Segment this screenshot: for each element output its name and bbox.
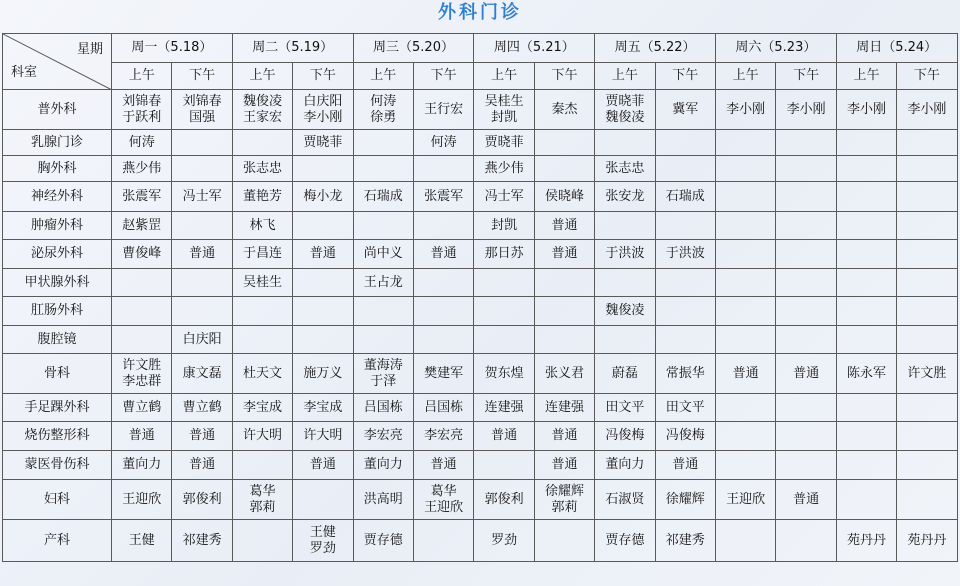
half-day-header: 下午: [293, 63, 353, 90]
schedule-cell: 普通: [293, 451, 353, 480]
doctor-name: 封凯: [491, 109, 518, 125]
schedule-cell: [655, 156, 715, 182]
schedule-cell: 普通: [776, 354, 836, 394]
doctor-name: 魏俊凌: [605, 109, 645, 125]
doctor-name: 刘锦春: [122, 93, 162, 109]
day-header: 周二（5.19）: [232, 34, 353, 63]
schedule-cell: [293, 212, 353, 240]
schedule-cell: 苑丹丹: [836, 520, 896, 562]
schedule-cell: 陈永军: [836, 354, 896, 394]
schedule-cell: 李小刚: [715, 90, 775, 130]
doctor-name: 刘锦春: [182, 93, 222, 109]
schedule-row: [3, 354, 958, 394]
schedule-cell: 王健: [112, 520, 172, 562]
schedule-cell: 石瑞成: [655, 182, 715, 212]
schedule-row: [3, 297, 958, 326]
department-cell: 烧伤整形科: [3, 422, 112, 451]
schedule-cell: 普通: [112, 422, 172, 451]
schedule-cell: 冯俊梅: [595, 422, 655, 451]
schedule-cell: 董艳芳: [232, 182, 292, 212]
schedule-row: [3, 480, 958, 520]
doctor-name: 王健: [309, 524, 336, 540]
schedule-cell: [353, 297, 413, 326]
department-cell: 肛肠外科: [3, 297, 112, 326]
department-cell: 泌尿外科: [3, 240, 112, 269]
schedule-cell: 普通: [172, 240, 232, 269]
page-title: 外科门诊: [438, 2, 522, 23]
day-header: 周三（5.20）: [353, 34, 474, 63]
schedule-row: [3, 394, 958, 422]
schedule-cell: [293, 480, 353, 520]
schedule-row: [3, 422, 958, 451]
schedule-cell: [776, 212, 836, 240]
schedule-cell: 普通: [293, 240, 353, 269]
schedule-cell: [776, 394, 836, 422]
schedule-cell: 冯士军: [172, 182, 232, 212]
schedule-row: [3, 451, 958, 480]
schedule-cell: [172, 269, 232, 297]
doctor-name: 李小刚: [303, 109, 343, 125]
schedule-row: [3, 90, 958, 130]
doctor-name: 郭莉: [551, 499, 578, 515]
schedule-row: [3, 212, 958, 240]
schedule-cell: 贾晓菲: [474, 130, 534, 156]
half-day-header: 下午: [776, 63, 836, 90]
schedule-cell: 冀军: [655, 90, 715, 130]
schedule-cell: [715, 326, 775, 354]
schedule-cell: [836, 130, 896, 156]
schedule-cell: [534, 297, 594, 326]
schedule-cell: 康文磊: [172, 354, 232, 394]
schedule-cell: 石淑贤: [595, 480, 655, 520]
schedule-cell: [897, 451, 957, 480]
department-cell: 产科: [3, 520, 112, 562]
schedule-cell: 普通: [534, 212, 594, 240]
doctor-name: 于跃利: [122, 109, 162, 125]
schedule-cell: [715, 394, 775, 422]
schedule-cell: [474, 297, 534, 326]
department-cell: 神经外科: [3, 182, 112, 212]
schedule-cell: 郭俊利: [172, 480, 232, 520]
doctor-name: 董海涛: [363, 357, 403, 373]
schedule-cell: 施万义: [293, 354, 353, 394]
schedule-cell: [474, 326, 534, 354]
schedule-cell: 冯士军: [474, 182, 534, 212]
schedule-cell: [776, 326, 836, 354]
day-header: 周五（5.22）: [595, 34, 716, 63]
schedule-cell: [112, 269, 172, 297]
schedule-cell: 冯俊梅: [655, 422, 715, 451]
schedule-cell: 徐耀辉: [655, 480, 715, 520]
schedule-row: [3, 520, 958, 562]
schedule-cell: 普通: [534, 240, 594, 269]
schedule-cell: 曹立鹤: [112, 394, 172, 422]
half-day-header: 上午: [715, 63, 775, 90]
schedule-cell: [715, 297, 775, 326]
schedule-cell: 何涛: [112, 130, 172, 156]
schedule-cell: [172, 297, 232, 326]
schedule-cell: [353, 326, 413, 354]
schedule-cell: 普通: [715, 354, 775, 394]
schedule-cell: [715, 269, 775, 297]
schedule-cell: 魏俊凌: [595, 297, 655, 326]
half-day-header: 上午: [595, 63, 655, 90]
half-day-header: 下午: [897, 63, 957, 90]
schedule-cell: 燕少伟: [474, 156, 534, 182]
schedule-cell: 普通: [655, 451, 715, 480]
header-days-row: [3, 34, 958, 63]
schedule-cell: 普通: [534, 451, 594, 480]
schedule-cell: 普通: [474, 422, 534, 451]
schedule-cell: [232, 297, 292, 326]
schedule-cell: [413, 297, 473, 326]
schedule-cell: [776, 297, 836, 326]
schedule-row: [3, 156, 958, 182]
schedule-cell: [655, 269, 715, 297]
schedule-cell: [836, 480, 896, 520]
schedule-cell: 贾存德: [353, 520, 413, 562]
schedule-cell: [353, 354, 413, 394]
schedule-cell: 张震军: [112, 182, 172, 212]
department-cell: 蒙医骨伤科: [3, 451, 112, 480]
day-header: 周一（5.18）: [112, 34, 233, 63]
schedule-cell: [836, 394, 896, 422]
schedule-cell: [293, 520, 353, 562]
schedule-cell: 田文平: [595, 394, 655, 422]
half-day-header: 上午: [474, 63, 534, 90]
schedule-cell: 杜天文: [232, 354, 292, 394]
schedule-cell: [836, 451, 896, 480]
schedule-cell: 张志忠: [232, 156, 292, 182]
department-cell: 胸外科: [3, 156, 112, 182]
schedule-cell: [897, 326, 957, 354]
doctor-name: 罗劲: [309, 540, 336, 556]
schedule-cell: 贾晓菲: [293, 130, 353, 156]
schedule-cell: [534, 480, 594, 520]
schedule-cell: [776, 182, 836, 212]
corner-header-cell: [3, 34, 112, 90]
schedule-cell: 许文胜: [897, 354, 957, 394]
schedule-cell: [836, 240, 896, 269]
schedule-cell: [776, 269, 836, 297]
schedule-cell: [112, 297, 172, 326]
schedule-cell: [776, 130, 836, 156]
half-day-header: 下午: [172, 63, 232, 90]
schedule-cell: 王占龙: [353, 269, 413, 297]
schedule-cell: 尚中义: [353, 240, 413, 269]
schedule-cell: [534, 156, 594, 182]
schedule-cell: [232, 480, 292, 520]
schedule-cell: 普通: [413, 240, 473, 269]
doctor-name: 许文胜: [122, 357, 162, 373]
schedule-cell: 燕少伟: [112, 156, 172, 182]
schedule-cell: 王行宏: [413, 90, 473, 130]
schedule-cell: 于洪波: [655, 240, 715, 269]
schedule-cell: [172, 212, 232, 240]
schedule-cell: 樊建军: [413, 354, 473, 394]
schedule-cell: 普通: [776, 480, 836, 520]
schedule-cell: [353, 130, 413, 156]
schedule-cell: [836, 156, 896, 182]
schedule-cell: [474, 269, 534, 297]
schedule-cell: [353, 212, 413, 240]
schedule-cell: [595, 90, 655, 130]
schedule-cell: [897, 422, 957, 451]
department-cell: 乳腺门诊: [3, 130, 112, 156]
department-cell: 肿瘤外科: [3, 212, 112, 240]
doctor-name: 王迎欣: [424, 499, 464, 515]
schedule-cell: [655, 212, 715, 240]
schedule-cell: 罗劲: [474, 520, 534, 562]
schedule-cell: [172, 90, 232, 130]
schedule-cell: [112, 90, 172, 130]
half-day-header: 上午: [353, 63, 413, 90]
doctor-name: 葛华: [249, 483, 276, 499]
schedule-cell: 李小刚: [776, 90, 836, 130]
schedule-cell: 李宏亮: [413, 422, 473, 451]
schedule-cell: 董向力: [595, 451, 655, 480]
schedule-cell: [112, 326, 172, 354]
schedule-cell: 普通: [413, 451, 473, 480]
schedule-cell: 李宝成: [293, 394, 353, 422]
schedule-cell: 常振华: [655, 354, 715, 394]
doctor-name: 于泽: [370, 373, 397, 389]
schedule-row: [3, 130, 958, 156]
schedule-cell: [836, 297, 896, 326]
schedule-cell: [897, 269, 957, 297]
schedule-cell: [897, 182, 957, 212]
schedule-cell: 洪高明: [353, 480, 413, 520]
schedule-cell: [595, 326, 655, 354]
schedule-cell: 梅小龙: [293, 182, 353, 212]
schedule-cell: [413, 520, 473, 562]
department-label: 科室: [11, 65, 38, 80]
schedule-cell: [112, 354, 172, 394]
schedule-cell: 曹俊峰: [112, 240, 172, 269]
schedule-cell: [232, 130, 292, 156]
doctor-name: 吴桂生: [484, 93, 524, 109]
schedule-cell: [776, 240, 836, 269]
schedule-cell: [595, 212, 655, 240]
department-cell: 手足踝外科: [3, 394, 112, 422]
day-header: 周四（5.21）: [474, 34, 595, 63]
schedule-cell: 曹立鹤: [172, 394, 232, 422]
half-day-header: 下午: [413, 63, 473, 90]
schedule-cell: [836, 212, 896, 240]
doctor-name: 魏俊凌: [242, 93, 282, 109]
week-label: 星期: [76, 42, 103, 57]
schedule-cell: 吕国栋: [353, 394, 413, 422]
schedule-table: [2, 33, 958, 562]
header-halves-row: [3, 63, 958, 90]
schedule-cell: 连建强: [534, 394, 594, 422]
schedule-cell: 林飞: [232, 212, 292, 240]
department-cell: 腹腔镜: [3, 326, 112, 354]
schedule-cell: 普通: [534, 422, 594, 451]
schedule-cell: 董向力: [112, 451, 172, 480]
schedule-cell: 普通: [172, 451, 232, 480]
doctor-name: 李忠群: [122, 373, 162, 389]
schedule-row: [3, 269, 958, 297]
schedule-cell: [232, 520, 292, 562]
schedule-cell: [715, 182, 775, 212]
schedule-cell: [293, 269, 353, 297]
schedule-cell: 张安龙: [595, 182, 655, 212]
schedule-cell: [293, 297, 353, 326]
schedule-cell: [534, 520, 594, 562]
schedule-row: [3, 240, 958, 269]
schedule-cell: [595, 269, 655, 297]
schedule-cell: 赵紫罡: [112, 212, 172, 240]
doctor-name: 郭莉: [249, 499, 276, 515]
schedule-cell: [172, 156, 232, 182]
department-cell: 妇科: [3, 480, 112, 520]
department-cell: 甲状腺外科: [3, 269, 112, 297]
schedule-cell: [232, 326, 292, 354]
doctor-name: 何涛: [370, 93, 397, 109]
schedule-cell: [715, 130, 775, 156]
schedule-cell: 张震军: [413, 182, 473, 212]
department-cell: 普外科: [3, 90, 112, 130]
schedule-cell: [413, 326, 473, 354]
half-day-header: 上午: [112, 63, 172, 90]
schedule-cell: 田文平: [655, 394, 715, 422]
schedule-cell: [715, 156, 775, 182]
schedule-cell: [232, 451, 292, 480]
schedule-cell: [776, 520, 836, 562]
schedule-cell: 蔚磊: [595, 354, 655, 394]
schedule-cell: [595, 130, 655, 156]
schedule-cell: [655, 130, 715, 156]
schedule-cell: [897, 130, 957, 156]
schedule-cell: 李小刚: [897, 90, 957, 130]
schedule-cell: [534, 269, 594, 297]
schedule-cell: 连建强: [474, 394, 534, 422]
schedule-cell: [293, 326, 353, 354]
schedule-cell: 石瑞成: [353, 182, 413, 212]
schedule-cell: [897, 212, 957, 240]
schedule-cell: [655, 297, 715, 326]
schedule-cell: [715, 422, 775, 451]
schedule-cell: 白庆阳: [172, 326, 232, 354]
schedule-cell: [715, 451, 775, 480]
schedule-cell: [776, 422, 836, 451]
doctor-name: 葛华: [430, 483, 457, 499]
schedule-row: [3, 326, 958, 354]
schedule-cell: 李宝成: [232, 394, 292, 422]
schedule-cell: [776, 156, 836, 182]
schedule-cell: 于昌连: [232, 240, 292, 269]
schedule-cell: [353, 90, 413, 130]
doctor-name: 白庆阳: [303, 93, 343, 109]
schedule-cell: 董向力: [353, 451, 413, 480]
schedule-cell: [897, 156, 957, 182]
schedule-cell: 许大明: [293, 422, 353, 451]
department-cell: 骨科: [3, 354, 112, 394]
schedule-cell: 吕国栋: [413, 394, 473, 422]
schedule-cell: 于洪波: [595, 240, 655, 269]
schedule-cell: 吴桂生: [232, 269, 292, 297]
schedule-cell: 侯晓峰: [534, 182, 594, 212]
schedule-cell: 贾存德: [595, 520, 655, 562]
schedule-cell: [897, 480, 957, 520]
schedule-cell: [353, 156, 413, 182]
schedule-cell: 秦杰: [534, 90, 594, 130]
schedule-cell: 张义君: [534, 354, 594, 394]
schedule-cell: 李宏亮: [353, 422, 413, 451]
doctor-name: 王家宏: [242, 109, 282, 125]
schedule-cell: [172, 130, 232, 156]
schedule-cell: 贺东煌: [474, 354, 534, 394]
doctor-name: 徐勇: [370, 109, 397, 125]
schedule-cell: [413, 480, 473, 520]
day-header: 周六（5.23）: [715, 34, 836, 63]
doctor-name: 贾晓菲: [605, 93, 645, 109]
schedule-cell: 祁建秀: [655, 520, 715, 562]
schedule-cell: [776, 451, 836, 480]
schedule-cell: [474, 90, 534, 130]
doctor-name: 国强: [189, 109, 216, 125]
schedule-cell: 封凯: [474, 212, 534, 240]
schedule-cell: [413, 156, 473, 182]
schedule-cell: 王迎欣: [112, 480, 172, 520]
schedule-cell: 王迎欣: [715, 480, 775, 520]
schedule-cell: 普通: [172, 422, 232, 451]
schedule-cell: 郭俊利: [474, 480, 534, 520]
schedule-cell: 许大明: [232, 422, 292, 451]
schedule-cell: [715, 520, 775, 562]
schedule-cell: [232, 90, 292, 130]
schedule-cell: [715, 240, 775, 269]
schedule-cell: 苑丹丹: [897, 520, 957, 562]
schedule-cell: [534, 326, 594, 354]
schedule-row: [3, 182, 958, 212]
schedule-cell: 何涛: [413, 130, 473, 156]
schedule-cell: [897, 394, 957, 422]
schedule-cell: [715, 212, 775, 240]
schedule-cell: [655, 326, 715, 354]
half-day-header: 上午: [232, 63, 292, 90]
schedule-cell: [474, 451, 534, 480]
schedule-cell: 祁建秀: [172, 520, 232, 562]
schedule-cell: [897, 240, 957, 269]
day-header: 周日（5.24）: [836, 34, 957, 63]
schedule-cell: 张志忠: [595, 156, 655, 182]
schedule-cell: [836, 422, 896, 451]
schedule-cell: 李小刚: [836, 90, 896, 130]
doctor-name: 徐耀辉: [544, 483, 584, 499]
schedule-cell: [293, 90, 353, 130]
schedule-cell: [897, 297, 957, 326]
schedule-cell: 那日苏: [474, 240, 534, 269]
half-day-header: 下午: [534, 63, 594, 90]
schedule-cell: [836, 326, 896, 354]
half-day-header: 上午: [836, 63, 896, 90]
schedule-cell: [413, 269, 473, 297]
half-day-header: 下午: [655, 63, 715, 90]
schedule-cell: [836, 269, 896, 297]
schedule-cell: [413, 212, 473, 240]
schedule-cell: [836, 182, 896, 212]
schedule-cell: [534, 130, 594, 156]
schedule-cell: [293, 156, 353, 182]
